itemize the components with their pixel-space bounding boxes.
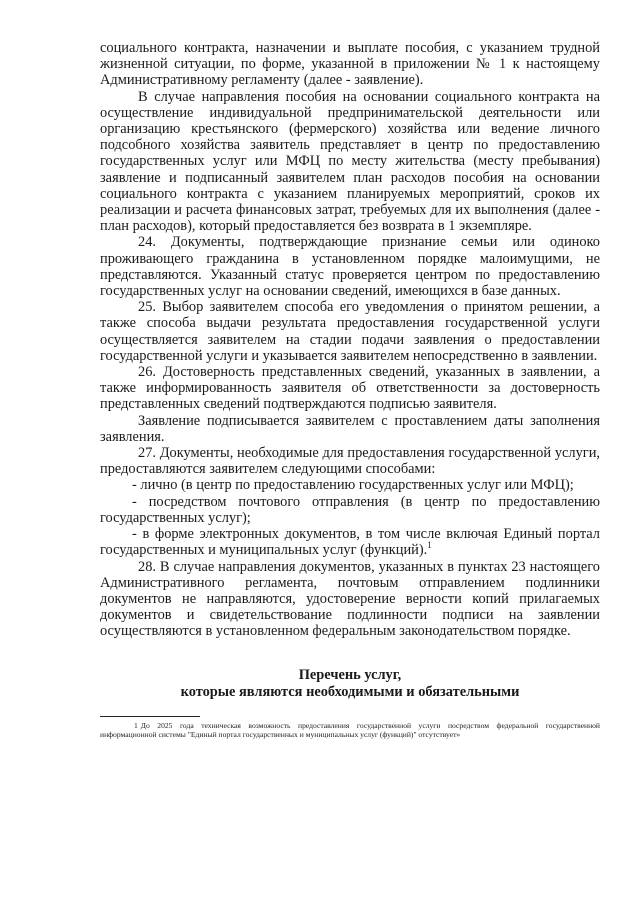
paragraph-27: 27. Документы, необходимые для предоставления государственной услуги, предоставляются заявителем следующими способами: bbox=[100, 445, 600, 478]
list-item-in-person: - лично (в центр по предоставлению государственных услуг или МФЦ); bbox=[132, 477, 574, 494]
footnote bbox=[100, 721, 600, 739]
paragraph-25: 25. Выбор заявителем способа его уведомления о принятом решении, а также способа выдачи результата предоставления государственной услуги осуществляется заявителем на стадии подачи заявления о предоставлении государственной услуги и указывается заявителем непосредственно в заявлении. bbox=[100, 299, 600, 364]
list-item-postal: - посредством почтового отправления (в центр по предоставлению государственных услуг); bbox=[100, 493, 600, 526]
paragraph-26: 26. Достоверность представленных сведений, указанных в заявлении, а также информированность заявителя об ответственности за достоверность представленных сведений подтверждаются подписью заявителя. bbox=[100, 364, 600, 413]
footnote-divider bbox=[100, 716, 200, 717]
section-heading bbox=[100, 667, 600, 702]
paragraph-24: 24. Документы, подтверждающие признание семьи или одиноко проживающего гражданина в установленном порядке малоимущими, не представляются. Указанный статус проверяется центром по предоставлению государственных услуг на основании сведений, имеющихся в базе данных. bbox=[100, 234, 600, 300]
document-body bbox=[100, 40, 600, 640]
section-heading-line-1: Перечень услуг, bbox=[298, 666, 402, 683]
paragraph-signature: Заявление подписывается заявителем с проставлением даты заполнения заявления. bbox=[100, 412, 600, 445]
paragraph-continuation: социального контракта, назначении и выплате пособия, с указанием трудной жизненной ситуации, по форме, указанной в приложении № 1 к настоящему Административному регламенту (далее - заявление). bbox=[100, 40, 600, 89]
paragraph-28: 28. В случае направления документов, указанных в пунктах 23 настоящего Административного регламента, почтовым отправлением подлинники документов не направляются, удостоверение верности копий прилагаемых документов и свидетельствование подлинности подписи на заявлении осуществляются в установленном федеральным законодательством порядке. bbox=[100, 558, 600, 640]
paragraph-expense-plan: В случае направления пособия на основании социального контракта на осуществление индивидуальной предпринимательской деятельности или организацию крестьянского (фермерского) хозяйства или ведение личного подсобного хозяйства заявитель представляет в центр по предоставлению государственных услуг или МФЦ по месту жительства (месту пребывания) заявление и подписанный заявителем план расходов пособия на основании социального контракта с указанием планируемых мероприятий, сроков их реализации и расчета финансовых затрат, требуемых для их выполнения (далее - план расходов), который предоставляется без возврата в 1 экземпляре. bbox=[100, 88, 600, 235]
footnote-reference[interactable]: 1 bbox=[427, 540, 432, 551]
footnote-text: До 2025 года техническая возможность предоставления государственной услуги посредством федеральной государственной информационной системы "Единый портал государственных и муниципальных услуг (функций)" отсутствует» bbox=[100, 720, 600, 739]
list-item-electronic-text: - в форме электронных документов, в том числе включая Единый портал государственных и муниципальных услуг (функций). bbox=[100, 526, 600, 559]
section-heading-line-2: которые являются необходимыми и обязательными bbox=[180, 684, 520, 701]
list-item-electronic bbox=[100, 526, 600, 558]
footnote-mark: 1 bbox=[134, 720, 138, 730]
document-page bbox=[100, 40, 600, 739]
